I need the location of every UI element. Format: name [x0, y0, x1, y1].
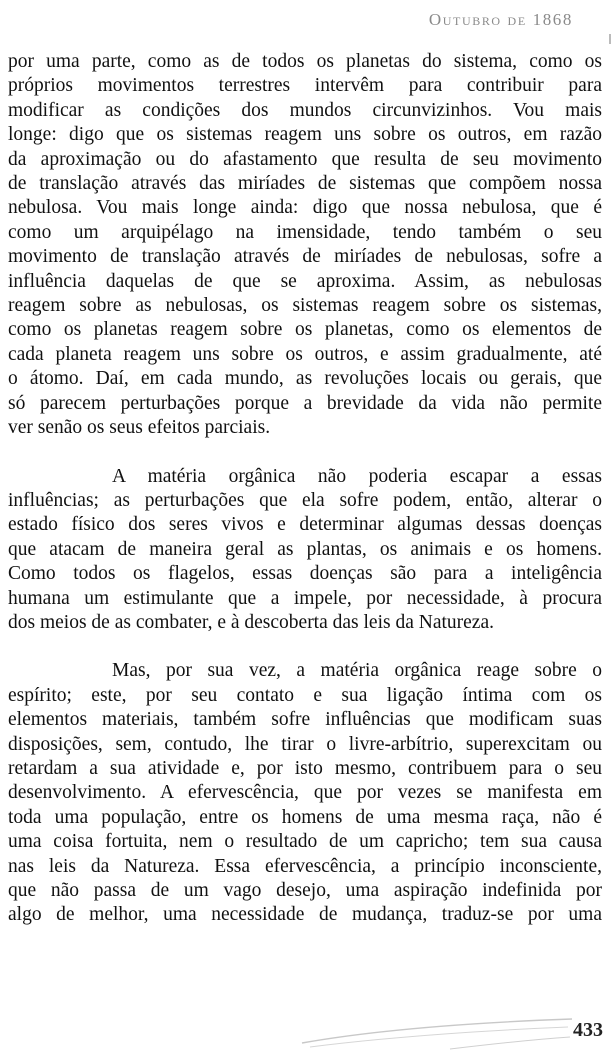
text-line: retardam a sua atividade e, por isto mesmo, contribuem para o seu: [8, 757, 602, 779]
running-header: Outubro de 1868: [428, 10, 573, 29]
text-line: de translação através das miríades de sistemas que compõem nossa: [8, 173, 602, 195]
text-line: humana um estimulante que a impele, por necessidade, à procura: [8, 587, 602, 609]
text-line: ver senão os seus efeitos parciais.: [8, 417, 271, 439]
text-line: por uma parte, como as de todos os planetas do sistema, como os: [8, 51, 602, 72]
text-line: uma coisa fortuita, nem o resultado de um capricho; tem sua causa: [8, 831, 602, 853]
text-line: Mas, por sua vez, a matéria orgânica reage sobre o: [112, 660, 602, 682]
text-line: disposições, sem, contudo, lhe tirar o livre-arbítrio, superexcitam ou: [8, 733, 602, 755]
text-line: algo de melhor, uma necessidade de mudança, traduz-se por uma: [8, 904, 602, 926]
text-line: modificar as condições dos mundos circunvizinhos. Vou mais: [8, 99, 602, 121]
text-line: estado físico dos seres vivos e determinar algumas dessas doenças: [8, 514, 602, 536]
page-body: [8, 50, 602, 928]
text-line: cada planeta reagem uns sobre os outros, e assim gradualmente, até: [8, 343, 602, 365]
text-line: reagem sobre as nebulosas, os sistemas reagem sobre os sistemas,: [8, 295, 602, 317]
text-line: movimento de translação através de miríades de nebulosas, sofre a: [8, 246, 602, 268]
text-line: longe: digo que os sistemas reagem uns sobre os outros, em razão: [8, 124, 602, 146]
text-line: A matéria orgânica não poderia escapar a essas: [112, 465, 602, 487]
text-line: dos meios de as combater, e à descoberta das leis da Natureza.: [8, 611, 494, 633]
text-line: o átomo. Daí, em cada mundo, as revoluções locais ou gerais, que: [8, 368, 602, 390]
text-line: nas leis da Natureza. Essa efervescência, a princípio inconsciente,: [8, 855, 602, 877]
text-line: só parecem perturbações porque a brevidade da vida não permite: [8, 392, 602, 414]
text-line: influência daquelas de que se aproxima. Assim, as nebulosas: [8, 270, 602, 292]
text-line: da aproximação ou do afastamento que resulta de seu movimento: [8, 148, 602, 170]
text-line: Como todos os flagelos, essas doenças são para a inteligência: [8, 563, 602, 585]
footer-swash-ornament: [300, 1013, 575, 1053]
text-line: próprios movimentos terrestres intervêm para contribuir para: [8, 75, 602, 97]
text-line: como os planetas reagem sobre os planetas, como os elementos de: [8, 319, 602, 341]
text-line: que não passa de um vago desejo, uma aspiração indefinida por: [8, 880, 602, 901]
text-line: espírito; este, por seu contato e sua ligação íntima com os: [8, 684, 602, 706]
text-line: toda uma população, entre os homens de uma mesma raça, não é: [8, 806, 602, 828]
text-line: como um arquipélago na imensidade, tendo também o seu: [8, 221, 602, 243]
paragraph-3: [8, 659, 602, 927]
text-line: elementos materiais, também sofre influências que modificam suas: [8, 709, 602, 731]
text-line: que atacam de maneira geral as plantas, os animais e os homens.: [8, 538, 602, 560]
text-line: nebulosa. Vou mais longe ainda: digo que nossa nebulosa, que é: [8, 197, 602, 219]
paragraph-1: [8, 50, 602, 441]
text-line: desenvolvimento. A efervescência, que por vezes se manifesta em: [8, 782, 602, 804]
paragraph-2: [8, 465, 602, 636]
text-line: influências; as perturbações que ela sofre podem, então, alterar o: [8, 489, 602, 511]
page-number: 433: [573, 1019, 603, 1041]
